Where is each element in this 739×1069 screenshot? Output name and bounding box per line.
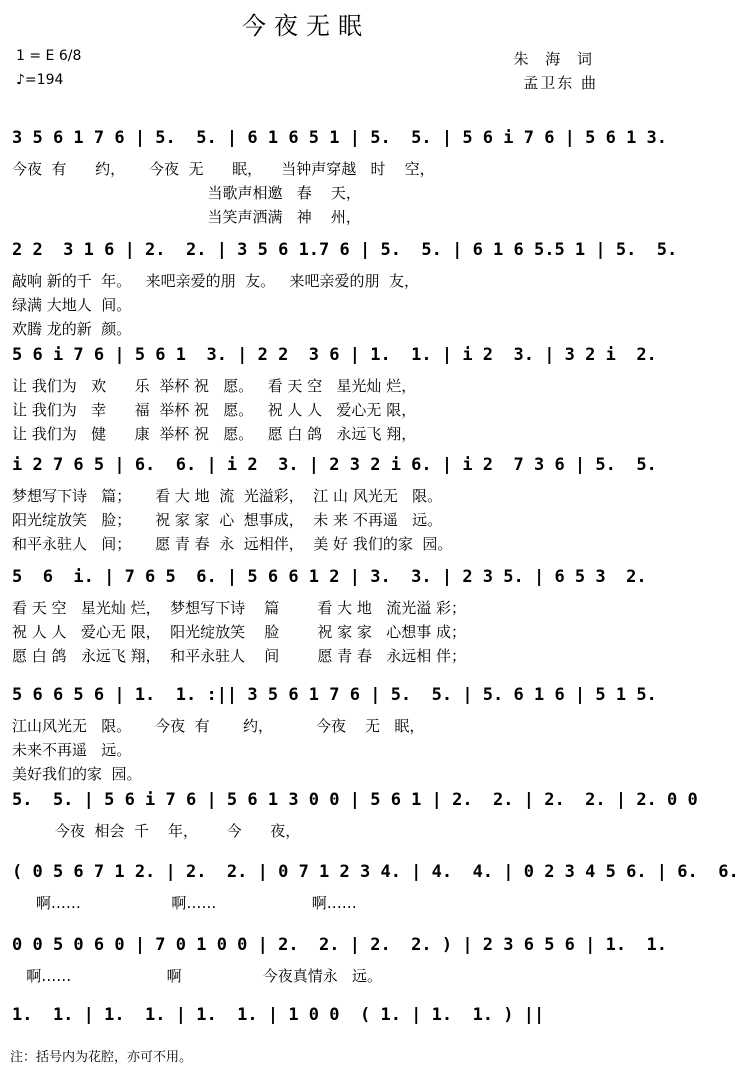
lyric-line: 看 天 空 星光灿 烂， 梦想写下诗 篇 看 大 地 流光溢 彩； [12,599,466,617]
lyric-line: 啊…… 啊 今夜真情永 远。 [12,967,383,985]
notation-line: 3 5 6 1 7 6 | 5. 5. | 6 1 6 5 1 | 5. 5. | 5 6 i 7 6 | 5 6 1 3. [12,128,668,148]
lyric-line: 今夜 有 约， 今夜 无 眠， 当钟声穿越 时 空， [12,160,435,178]
lyric-line: 和平永驻人 间； 愿 青 春 永 远相伴， 美 好 我们的家 园。 [12,535,453,553]
lyric-line: 江山风光无 限。 今夜 有 约， 今夜 无 眠， [12,717,425,735]
lyricist-credit: 朱 海 词 [513,50,598,68]
notation-line: 5 6 i 7 6 | 5 6 1 3. | 2 2 3 6 | 1. 1. | i 2 3. | 3 2 i 2. [12,345,657,365]
lyric-line: 让 我们为 欢 乐 举杯 祝 愿。 看 天 空 星光灿 烂， [12,377,417,395]
lyric-line: 绿满 大地人 间。 [12,296,132,314]
lyric-line: 愿 白 鸽 永远飞 翔， 和平永驻人 间 愿 青 春 永远相 伴； [12,647,466,665]
lyric-line: 当笑声洒满 神 州， [12,208,361,226]
lyric-line: 未来不再遥 远。 [12,741,132,759]
song-title: 今夜无眠 [242,12,370,40]
lyric-line: 欢腾 龙的新 颜。 [12,320,132,338]
notation-line: 5 6 6 5 6 | 1. 1. :|| 3 5 6 1 7 6 | 5. 5. | 5. 6 1 6 | 5 1 5. [12,685,657,705]
tempo-marking: ♪=194 [16,72,64,88]
lyric-line: 敲响 新的千 年。 来吧亲爱的朋 友。 来吧亲爱的朋 友， [12,272,419,290]
notation-line: i 2 7 6 5 | 6. 6. | i 2 3. | 2 3 2 i 6. | i 2 7 3 6 | 5. 5. [12,455,657,475]
notation-line: 5 6 i. | 7 6 5 6. | 5 6 6 1 2 | 3. 3. | 2 3 5. | 6 5 3 2. [12,567,647,587]
lyric-line: 今夜 相会 千 年， 今 夜， [12,822,301,840]
notation-line: ( 0 5 6 7 1 2. | 2. 2. | 0 7 1 2 3 4. | 4. 4. | 0 2 3 4 5 6. | 6. 6. [12,862,739,882]
lyric-line: 啊…… 啊…… 啊…… [12,894,357,912]
lyric-line: 当歌声相邀 春 天， [12,184,361,202]
lyric-line: 梦想写下诗 篇； 看 大 地 流 光溢彩， 江 山 风光无 限。 [12,487,443,505]
notation-line: 5. 5. | 5 6 i 7 6 | 5 6 1 3 0 0 | 5 6 1 | 2. 2. | 2. 2. | 2. 0 0 [12,790,698,810]
lyric-line: 让 我们为 幸 福 举杯 祝 愿。 祝 人 人 爱心无 限， [12,401,417,419]
footnote: 注：括号内为花腔，亦可不用。 [10,1050,193,1065]
lyric-line: 让 我们为 健 康 举杯 祝 愿。 愿 白 鸽 永远飞 翔， [12,425,417,443]
composer-credit: 孟卫东 曲 [523,74,598,92]
notation-line: 1. 1. | 1. 1. | 1. 1. | 1 0 0 ( 1. | 1. 1. ) || [12,1005,545,1025]
lyric-line: 阳光绽放笑 脸； 祝 家 家 心 想事成， 未 来 不再遥 远。 [12,511,443,529]
key-signature: 1 = E 6/8 [16,48,82,64]
lyric-line: 祝 人 人 爱心无 限， 阳光绽放笑 脸 祝 家 家 心想事 成； [12,623,466,641]
lyric-line: 美好我们的家 园。 [12,765,142,783]
notation-line: 0 0 5 0 6 0 | 7 0 1 0 0 | 2. 2. | 2. 2. ) | 2 3 6 5 6 | 1. 1. [12,935,668,955]
notation-line: 2 2 3 1 6 | 2. 2. | 3 5 6 1.7 6 | 5. 5. | 6 1 6 5.5 1 | 5. 5. [12,240,678,260]
